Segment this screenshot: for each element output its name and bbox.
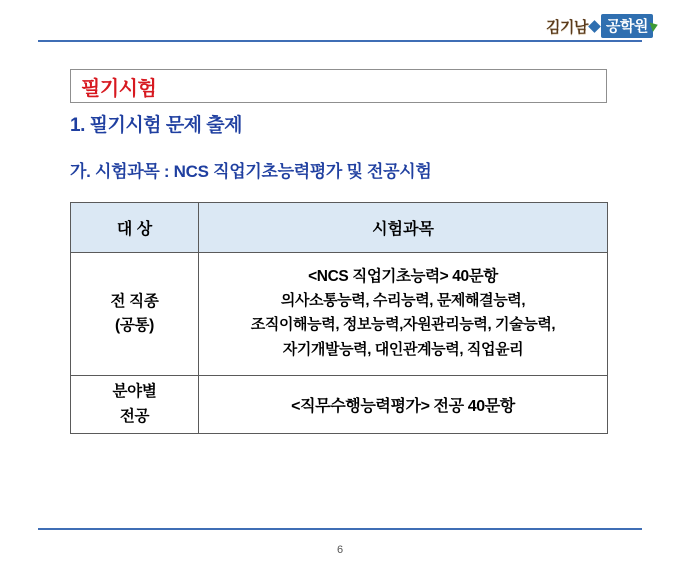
section-heading-2: 가. 시험과목 : NCS 직업기초능력평가 및 전공시험: [70, 162, 432, 181]
cell-target-major-line2: 전공: [119, 407, 150, 425]
cell-subject-common: [199, 253, 608, 376]
cell-subject-major: <직무수행능력평가> 전공 40문항: [199, 376, 608, 434]
subject-line-3: 조직이해능력, 정보능력,자원관리능력, 기술능력,: [250, 316, 556, 334]
subject-line-1: <NCS 직업기초능력> 40문항: [308, 268, 498, 285]
footer-divider: [38, 528, 642, 530]
table-header-row: [71, 203, 608, 253]
cell-target-common-line2: (공통): [114, 317, 155, 334]
diamond-icon: [588, 20, 601, 33]
logo-text-secondary: 공학원: [601, 14, 653, 38]
column-header-subject: 시험과목: [199, 203, 608, 253]
page-number: 6: [336, 544, 344, 556]
cell-target-common: [71, 253, 199, 376]
column-header-target: 대 상: [71, 203, 199, 253]
page-title: 필기시험: [81, 77, 157, 100]
subject-line-4: 자기개발능력, 대인관계능력, 직업윤리: [282, 340, 524, 358]
logo: [546, 14, 658, 38]
exam-subject-table: [70, 202, 608, 434]
table-row: [71, 253, 608, 376]
table-row: [71, 376, 608, 434]
subject-line-2: 의사소통능력, 수리능력, 문제해결능력,: [280, 292, 526, 310]
slide-title-box: [70, 69, 607, 103]
logo-text-primary: 김기남: [546, 18, 589, 36]
cell-target-common-line1: 전 직종: [110, 292, 159, 310]
section-heading-1: 1. 필기시험 문제 출제: [70, 115, 243, 136]
cell-target-major-line1: 분야별: [112, 383, 157, 401]
header-divider: [38, 40, 642, 42]
cell-target-major: [71, 376, 199, 434]
